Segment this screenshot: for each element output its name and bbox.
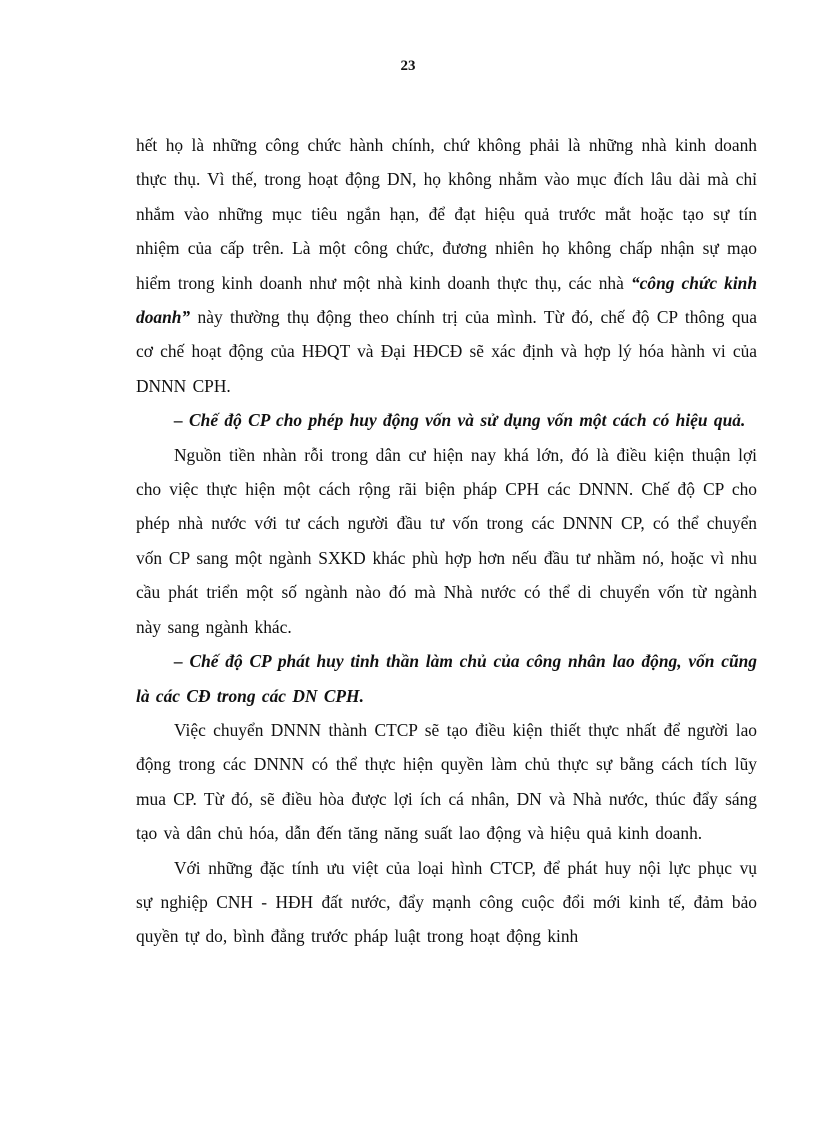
paragraph-capital: Nguồn tiền nhàn rỗi trong dân cư hiện nay khá lớn, đó là điều kiện thuận lợi cho việc thực hiện một cách rộng rãi biện pháp CPH các DNNN. Chế độ CP cho phép nhà nước với tư cách người đầu tư vốn trong các DNNN CP, có thể chuyển vốn CP sang một ngành SXKD khác phù hợp hơn nếu đầu tư nhầm nó, hoặc vì nhu cầu phát triển một số ngành nào đó mà Nhà nước có thể di chuyển vốn từ ngành này sang ngành khác. bbox=[136, 444, 757, 637]
page-number: 23 bbox=[400, 58, 416, 74]
section-heading-capital: – Chế độ CP cho phép huy động vốn và sử dụng vốn một cách có hiệu quả. bbox=[174, 410, 746, 431]
section-heading-ownership: – Chế độ CP phát huy tinh thần làm chủ của công nhân lao động, vốn cũng là các CĐ trong các DN CPH. bbox=[136, 651, 757, 706]
paragraph-text: này thường thụ động theo chính trị của mình. Từ đó, chế độ CP thông qua cơ chế hoạt động của HĐQT và Đại HĐCĐ sẽ xác định và hợp lý hóa hành vi của DNNN CPH. bbox=[136, 307, 757, 396]
paragraph-text: hết họ là những công chức hành chính, chứ không phải là những nhà kinh doanh thực thụ. Vì thế, trong hoạt động DN, họ không nhằm vào mục đích lâu dài mà chỉ nhắm vào những mục tiêu ngắn hạn, để đạt hiệu quả trước mắt hoặc tạo sự tín nhiệm của cấp trên. Là một công chức, đương nhiên họ không chấp nhận sự mạo hiểm trong kinh doanh như một nhà kinh doanh thực thụ, các nhà bbox=[136, 135, 757, 293]
paragraph-advantages: Với những đặc tính ưu việt của loại hình CTCP, để phát huy nội lực phục vụ sự nghiệp CNH - HĐH đất nước, đẩy mạnh công cuộc đổi mới kinh tế, đảm bảo quyền tự do, bình đẳng trước pháp luật trong hoạt động kinh bbox=[136, 857, 757, 947]
paragraph-ownership: Việc chuyển DNNN thành CTCP sẽ tạo điều kiện thiết thực nhất để người lao động trong các DNNN có thể thực hiện quyền làm chủ thực sự bằng cách tích lũy mua CP. Từ đó, sẽ điều hòa được lợi ích cá nhân, DN và Nhà nước, thúc đẩy sáng tạo và dân chủ hóa, dẫn đến tăng năng suất lao động và hiệu quả kinh doanh. bbox=[136, 719, 757, 844]
document-body bbox=[136, 128, 757, 954]
emphasis-quote: “công chức kinh doanh” bbox=[136, 272, 758, 328]
paragraph-continuation bbox=[136, 128, 757, 403]
